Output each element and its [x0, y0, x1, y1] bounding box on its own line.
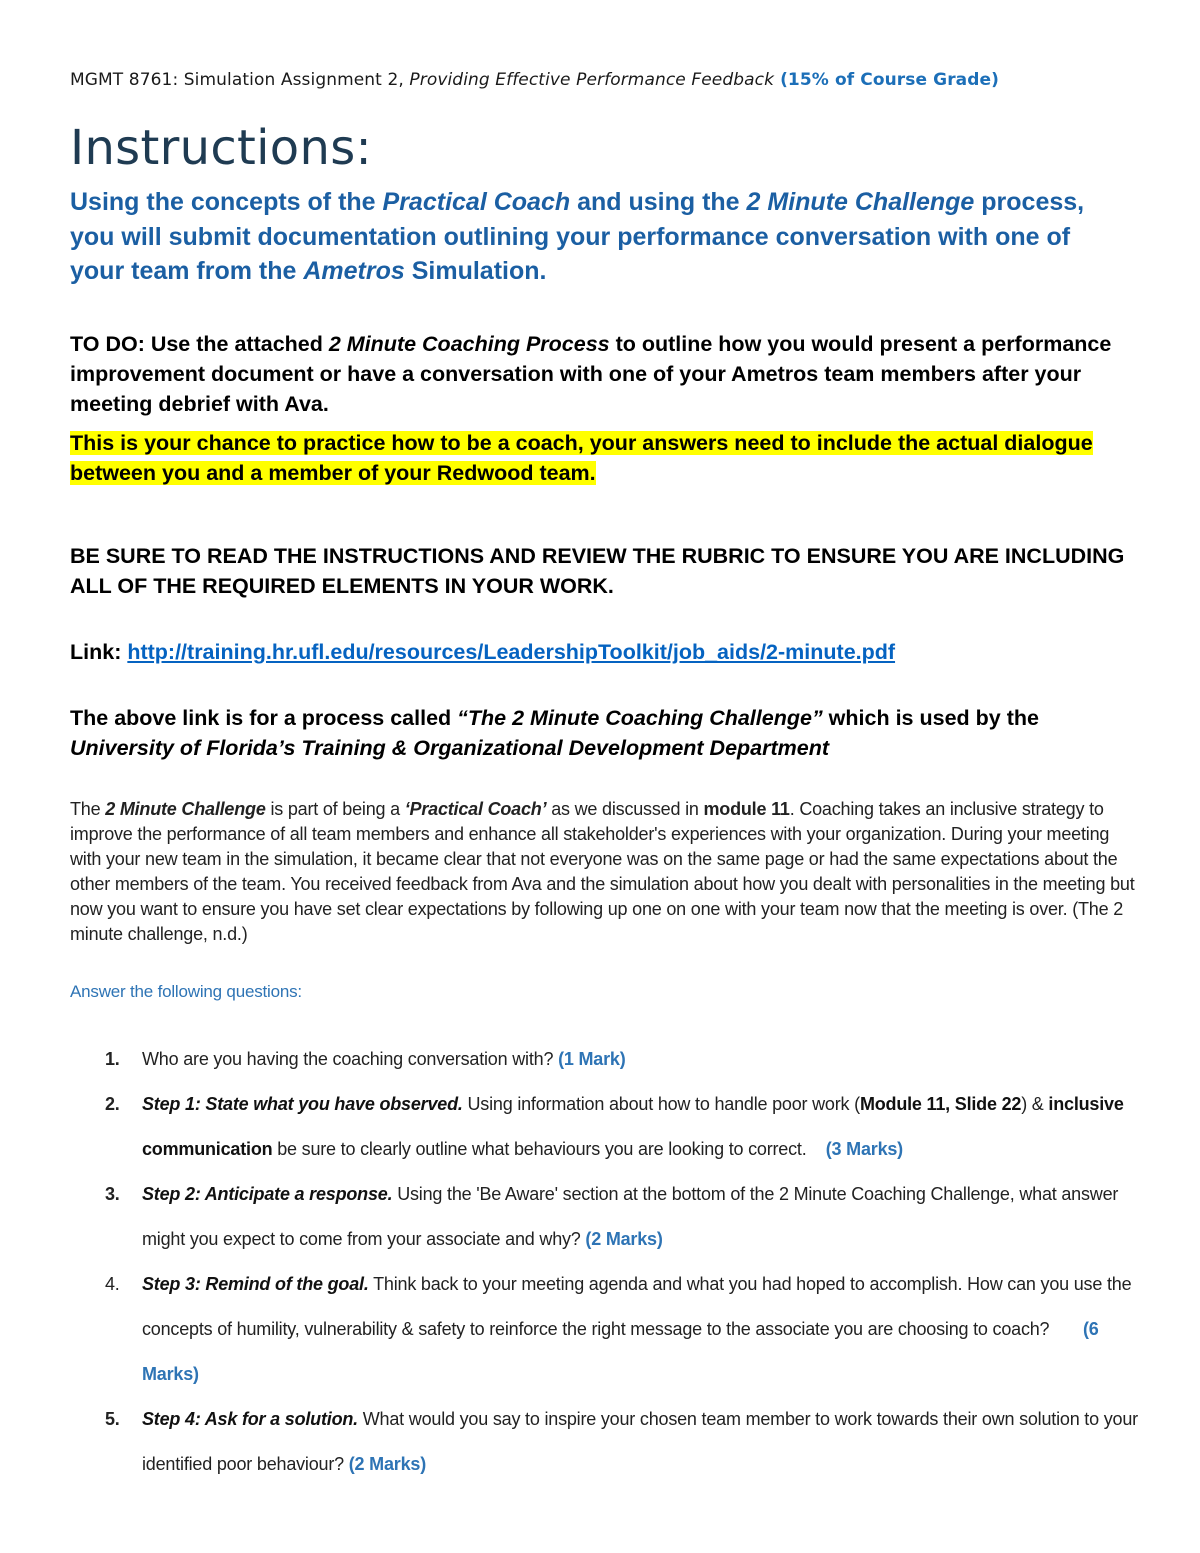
question-marks: (2 Marks)	[585, 1229, 663, 1249]
grade-weight: (15% of Course Grade)	[774, 70, 1000, 90]
link-label: Link:	[70, 640, 128, 664]
assignment-title: Providing Effective Performance Feedback	[409, 70, 775, 90]
question-item	[98, 1037, 1138, 1082]
question-number: 1.	[105, 1049, 120, 1069]
question-step: Step 1: State what you have observed.	[142, 1094, 463, 1114]
question-text: Using the 'Be Aware' section at the bottom of the 2 Minute Coaching Challenge, what answer might you expect to come from your associate and why?	[142, 1184, 1119, 1249]
page-title: Instructions:	[70, 120, 372, 176]
todo-text: TO DO: Use the attached	[70, 332, 329, 356]
question-number: 4.	[105, 1274, 120, 1294]
rubric-notice: BE SURE TO READ THE INSTRUCTIONS AND REVIEW THE RUBRIC TO ENSURE YOU ARE INCLUDING ALL OF THE REQUIRED ELEMENTS IN YOUR WORK.	[70, 544, 1125, 598]
todo-emphasis: 2 Minute Coaching Process	[328, 332, 610, 356]
question-marks: (2 Marks)	[348, 1454, 426, 1474]
intro-paragraph	[70, 185, 1110, 289]
questions-heading: Answer the following questions:	[70, 982, 302, 1001]
body-paragraph	[70, 797, 1140, 947]
body-text: The	[70, 799, 106, 819]
process-emphasis: University of Florida’s Training & Organizational Development Department	[70, 736, 830, 760]
question-text: be sure to clearly outline what behaviours you are looking to correct.	[272, 1139, 807, 1159]
intro-text: process, you will submit documentation outlining your performance conversation with one of your team from the	[70, 188, 1085, 285]
questions-list	[98, 1037, 1138, 1487]
question-text: Think back to your meeting agenda and what you had hoped to accomplish. How can you use the concepts of humility, vulnerability & safety to reinforce the right message to the associate you are choosing to coach?	[142, 1274, 1132, 1339]
intro-emphasis: 2 Minute Challenge	[746, 188, 975, 216]
question-item	[98, 1082, 1138, 1172]
process-paragraph	[70, 703, 1130, 763]
question-step: Step 2: Anticipate a response.	[142, 1184, 393, 1204]
intro-text: and using the	[570, 188, 747, 216]
body-strong: module 11	[703, 799, 790, 819]
document-header	[70, 70, 999, 90]
resource-link-line	[70, 637, 895, 667]
highlighted-note	[70, 428, 1130, 488]
question-text: Using information about how to handle poor work (	[462, 1094, 860, 1114]
question-item	[98, 1397, 1138, 1487]
intro-emphasis: Practical Coach	[382, 188, 571, 216]
body-emphasis: ‘Practical Coach’	[404, 799, 547, 819]
question-strong: Module 11, Slide 22	[859, 1094, 1022, 1114]
body-text: is part of being a	[265, 799, 405, 819]
question-text: ) &	[1021, 1094, 1049, 1114]
resource-link[interactable]: http://training.hr.ufl.edu/resources/LeadershipToolkit/job_aids/2-minute.pdf	[127, 640, 896, 664]
question-marks: (1 Mark)	[558, 1049, 626, 1069]
process-emphasis: “The 2 Minute Coaching Challenge”	[457, 706, 823, 730]
intro-text: Simulation.	[404, 257, 547, 285]
question-marks: (6 Marks)	[142, 1319, 1099, 1384]
intro-text: Using the concepts of the	[70, 188, 383, 216]
todo-paragraph	[70, 329, 1120, 419]
question-number: 5.	[105, 1409, 120, 1429]
body-emphasis: 2 Minute Challenge	[105, 799, 266, 819]
question-step: Step 4: Ask for a solution.	[142, 1409, 358, 1429]
question-number: 3.	[105, 1184, 120, 1204]
process-text: which is used by the	[822, 706, 1039, 730]
question-text: Who are you having the coaching conversation with?	[142, 1049, 559, 1069]
question-step: Step 3: Remind of the goal.	[142, 1274, 369, 1294]
intro-emphasis: Ametros	[303, 257, 405, 285]
question-item	[98, 1172, 1138, 1262]
highlighted-text: This is your chance to practice how to be a coach, your answers need to include the actual dialogue between you and a member of your Redwood team.	[70, 431, 1093, 485]
question-item	[98, 1262, 1138, 1397]
question-number: 2.	[105, 1094, 120, 1114]
course-code: MGMT 8761: Simulation Assignment 2,	[70, 70, 410, 90]
question-text: What would you say to inspire your chosen team member to work towards their own solution to your identified poor behaviour?	[142, 1409, 1138, 1474]
body-text: as we discussed in	[546, 799, 704, 819]
question-marks: (3 Marks)	[825, 1139, 903, 1159]
question-strong: inclusive communication	[142, 1094, 1124, 1159]
body-text: . Coaching takes an inclusive strategy to improve the performance of all team members and enhance all stakeholder's experiences with your organization. During your meeting with your new team in the simulation, it became clear that not everyone was on the same page or had the same expectations about the other members of the team. You received feedback from Ava and the simulation about how you dealt with personalities in the meeting but now you want to ensure you have set clear expectations by following up one on one with your team now that the meeting is over. (The 2 minute challenge, n.d.)	[70, 799, 1135, 944]
process-text: The above link is for a process called	[70, 706, 458, 730]
todo-text: to outline how you would present a performance improvement document or have a conversation with one of your Ametros team members after your meeting debrief with Ava.	[70, 332, 1112, 416]
